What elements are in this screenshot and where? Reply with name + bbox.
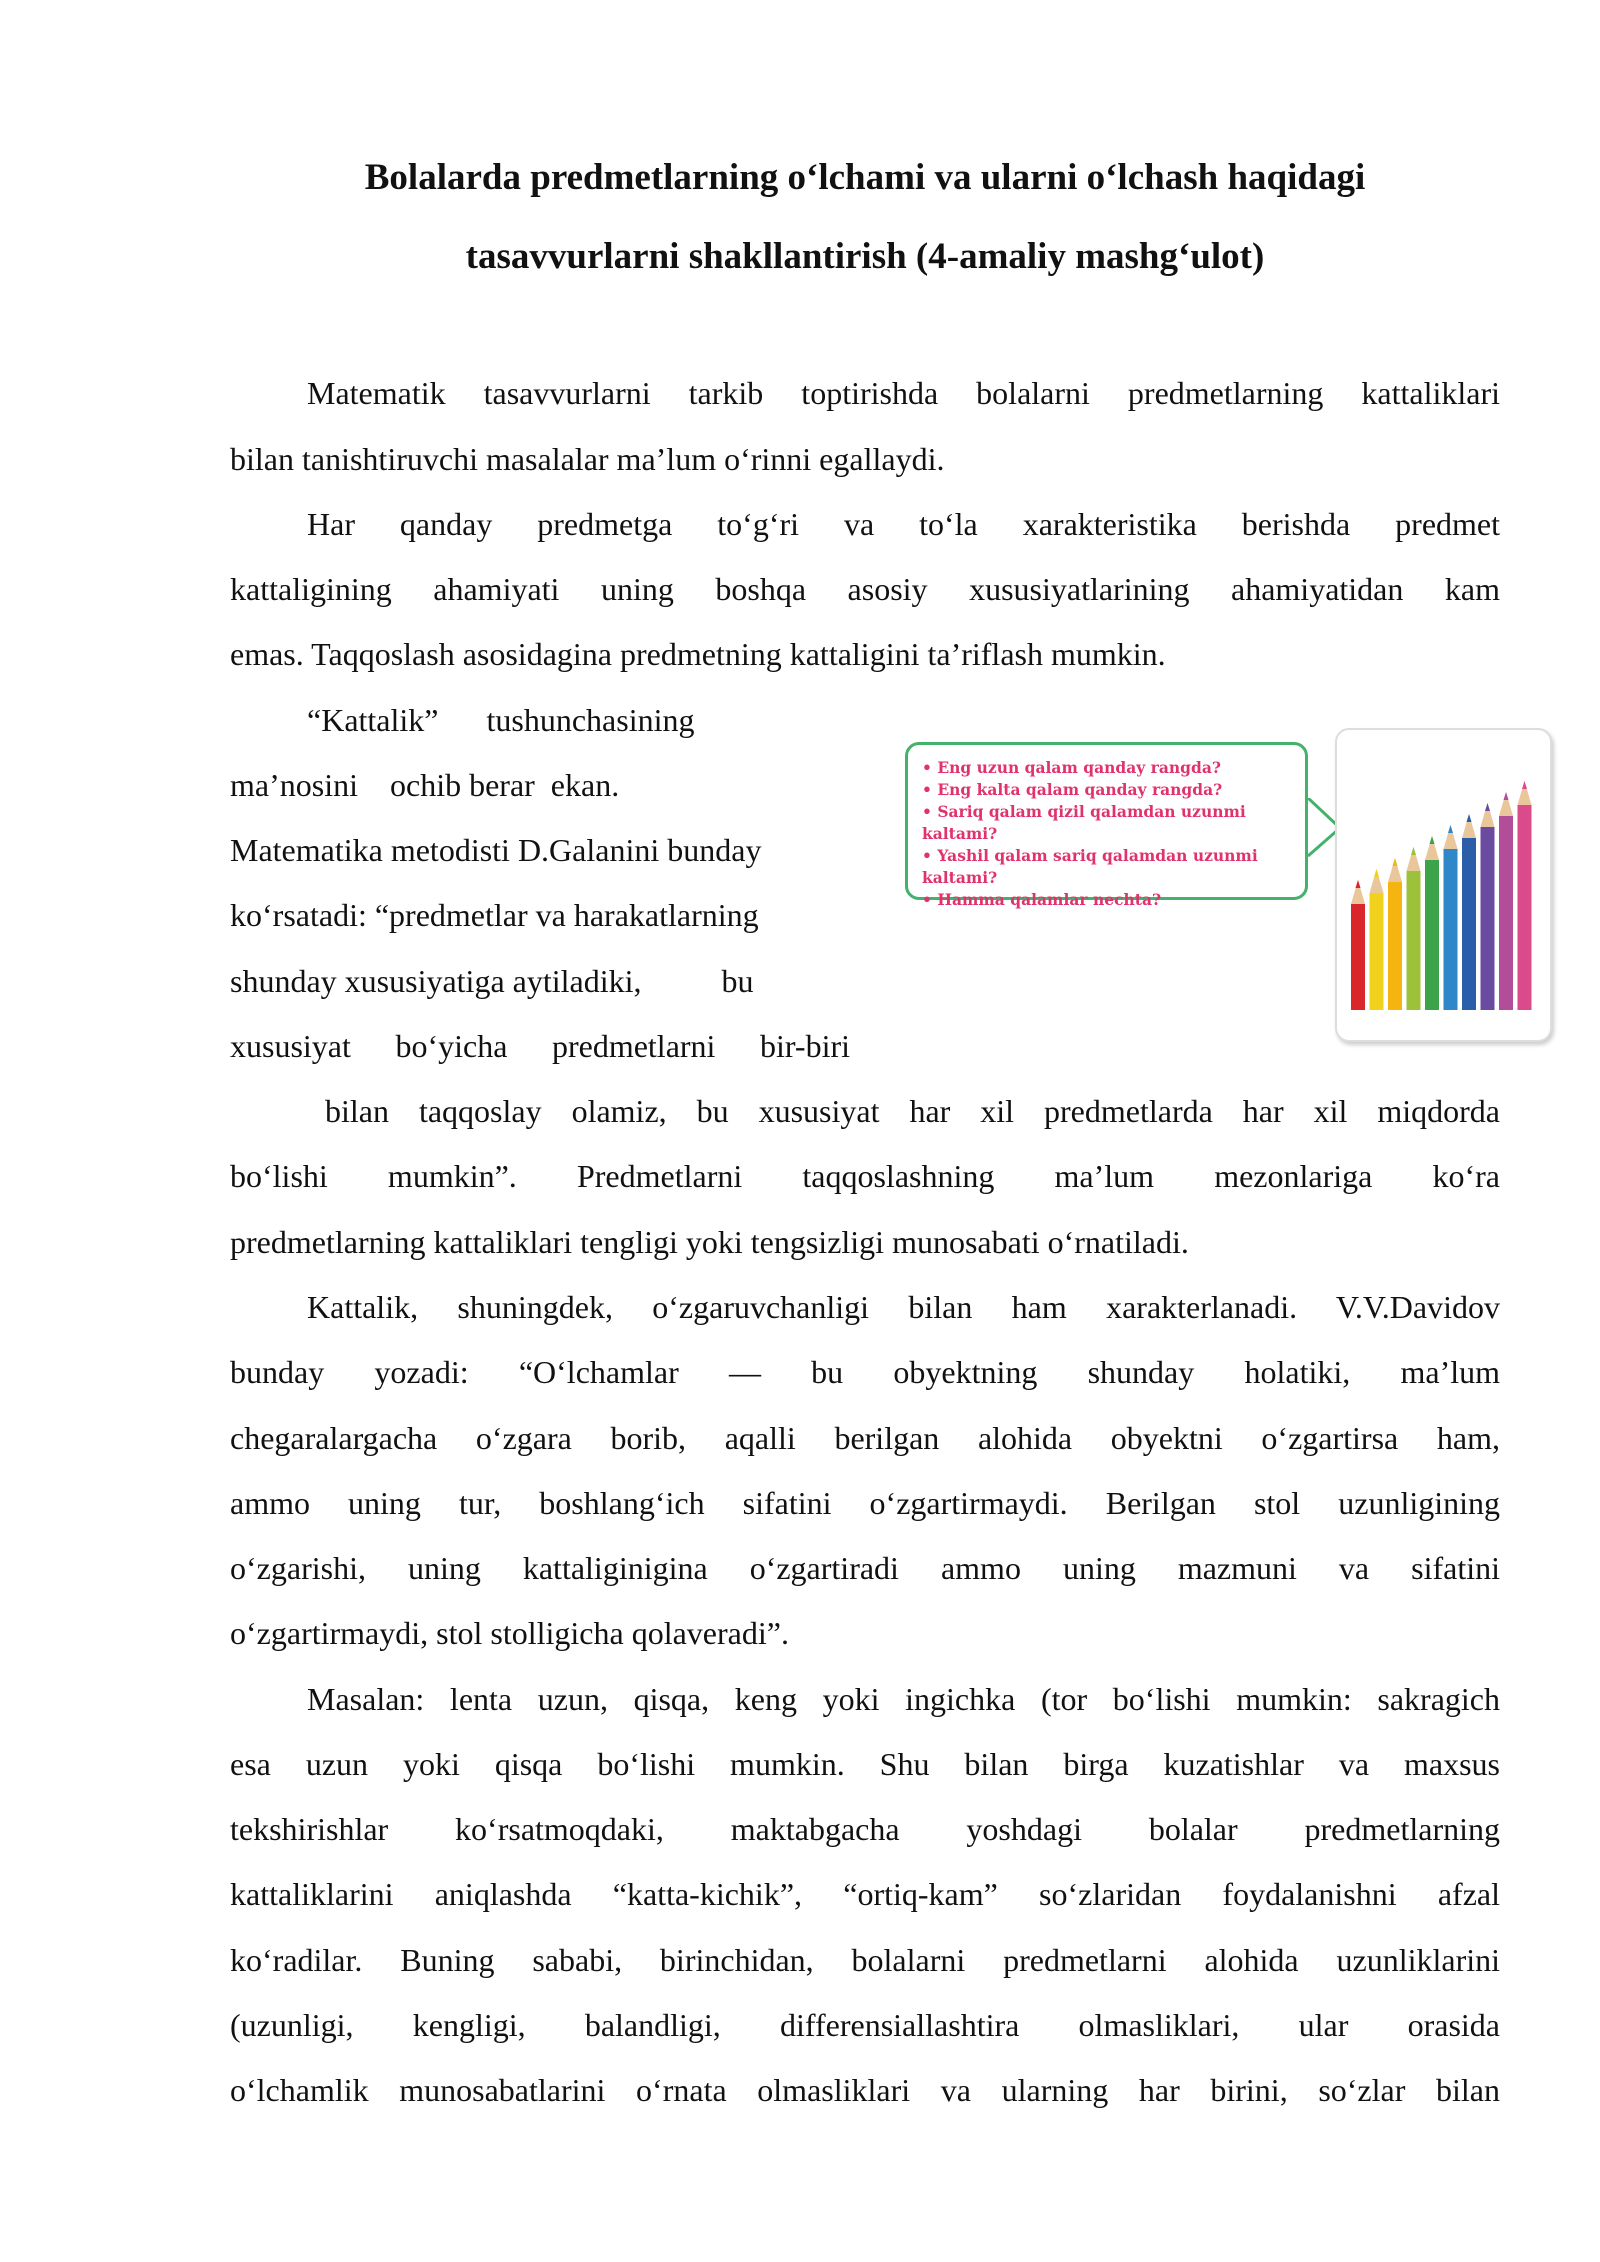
pencil [1499,792,1513,1010]
question-item: • Yashil qalam sariq qalamdan uzunmi kaltami? [922,845,1291,889]
text-line: bilan tanishtiruvchi masalalar ma’lum o‘rinni egallaydi. [230,441,945,477]
text-line: Matematik tasavvurlarni tarkib toptirishda bolalarni predmetlarning kattaliklari [307,375,1500,411]
text-line: ko‘radilar. Buning sababi, birinchidan, bolalarni predmetlarni alohida uzunliklarini [230,1942,1500,1978]
pencil [1388,858,1402,1010]
text-line: (uzunligi, kengligi, balandligi, differensiallashtira olmasliklari, ular orasida [230,2007,1500,2043]
text-line: tekshirishlar ko‘rsatmoqdaki, maktabgacha yoshdagi bolalar predmetlarning [230,1811,1500,1847]
text-line: ammo uning tur, boshlang‘ich sifatini o‘zgartirmaydi. Berilgan stol uzunligining [230,1485,1500,1521]
text-line: Har qanday predmetga to‘g‘ri va to‘la xarakteristika berishda predmet [307,506,1500,542]
question-bubble [905,742,1308,909]
text-line: bo‘lishi mumkin”. Predmetlarni taqqoslashning ma’lum mezonlariga ko‘ra [230,1158,1500,1194]
question-item: • Eng uzun qalam qanday rangda? [922,757,1291,779]
text-line: Kattalik, shuningdek, o‘zgaruvchanligi bilan ham xarakterlanadi. V.V.Davidov [307,1289,1500,1325]
text-line: o‘lchamlik munosabatlarini o‘rnata olmasliklari va ularning har birini, so‘zlar bilan [230,2072,1500,2108]
text-line: Masalan: lenta uzun, qisqa, keng yoki ingichka (tor bo‘lishi mumkin: sakragich [307,1681,1500,1717]
page-title-line-2: tasavvurlarni shakllantirish (4-amaliy mashg‘ulot) [465,236,1265,277]
text-line: xususiyat bo‘yicha predmetlarni bir-biri [230,1028,850,1064]
pencil [1462,814,1476,1010]
text-line: kattaligining ahamiyati uning boshqa asosiy xususiyatlarining ahamiyatidan kam [230,571,1500,607]
text-line: predmetlarning kattaliklari tengligi yoki tengsizligi munosabati o‘rnatiladi. [230,1224,1189,1260]
text-line: ko‘rsatadi: “predmetlar va harakatlarning [230,897,759,933]
pencil [1407,847,1421,1010]
text-line: “Kattalik” tushunchasining [307,702,695,738]
question-item: • Hamma qalamlar nechta? [922,889,1291,911]
text-line: chegaralargacha o‘zgara borib, aqalli berilgan alohida obyektni o‘zgartirsa ham, [230,1420,1500,1456]
text-line: Matematika metodisti D.Galanini bunday [230,832,762,868]
text-line: esa uzun yoki qisqa bo‘lishi mumkin. Shu bilan birga kuzatishlar va maxsus [230,1746,1500,1782]
text-line: bunday yozadi: “O‘lchamlar — bu obyektning shunday holatiki, ma’lum [230,1354,1500,1390]
colored-pencils-icon [1337,730,1550,1040]
pencil [1425,836,1439,1010]
text-line: o‘zgartirmaydi, stol stolligicha qolaveradi”. [230,1615,789,1651]
pencil [1351,880,1365,1010]
pencil [1518,781,1532,1010]
question-item: • Sariq qalam qizil qalamdan uzunmi kaltami? [922,801,1291,845]
text-line: emas. Taqqoslash asosidagina predmetning kattaligini ta’riflash mumkin. [230,636,1166,672]
pencil [1481,803,1495,1010]
text-line: ma’nosini ochib berar ekan. [230,767,620,803]
pencils-illustration [895,728,1550,1046]
text-line: kattaliklarini aniqlashda “katta-kichik”, “ortiq-kam” so‘zlaridan foydalanishni afzal [230,1876,1500,1912]
question-item: • Eng kalta qalam qanday rangda? [922,779,1291,801]
pencil [1444,825,1458,1010]
text-line: shunday xususiyatiga aytiladiki, bu [230,963,754,999]
text-line: bilan taqqoslay olamiz, bu xususiyat har xil predmetlarda har xil miqdorda [325,1093,1500,1129]
pencil-box [1335,728,1552,1042]
text-line: o‘zgarishi, uning kattaliginigina o‘zgartiradi ammo uning mazmuni va sifatini [230,1550,1500,1586]
pencil [1370,869,1384,1010]
page-title-line-1: Bolalarda predmetlarning o‘lchami va ularni o‘lchash haqidagi [364,157,1366,198]
